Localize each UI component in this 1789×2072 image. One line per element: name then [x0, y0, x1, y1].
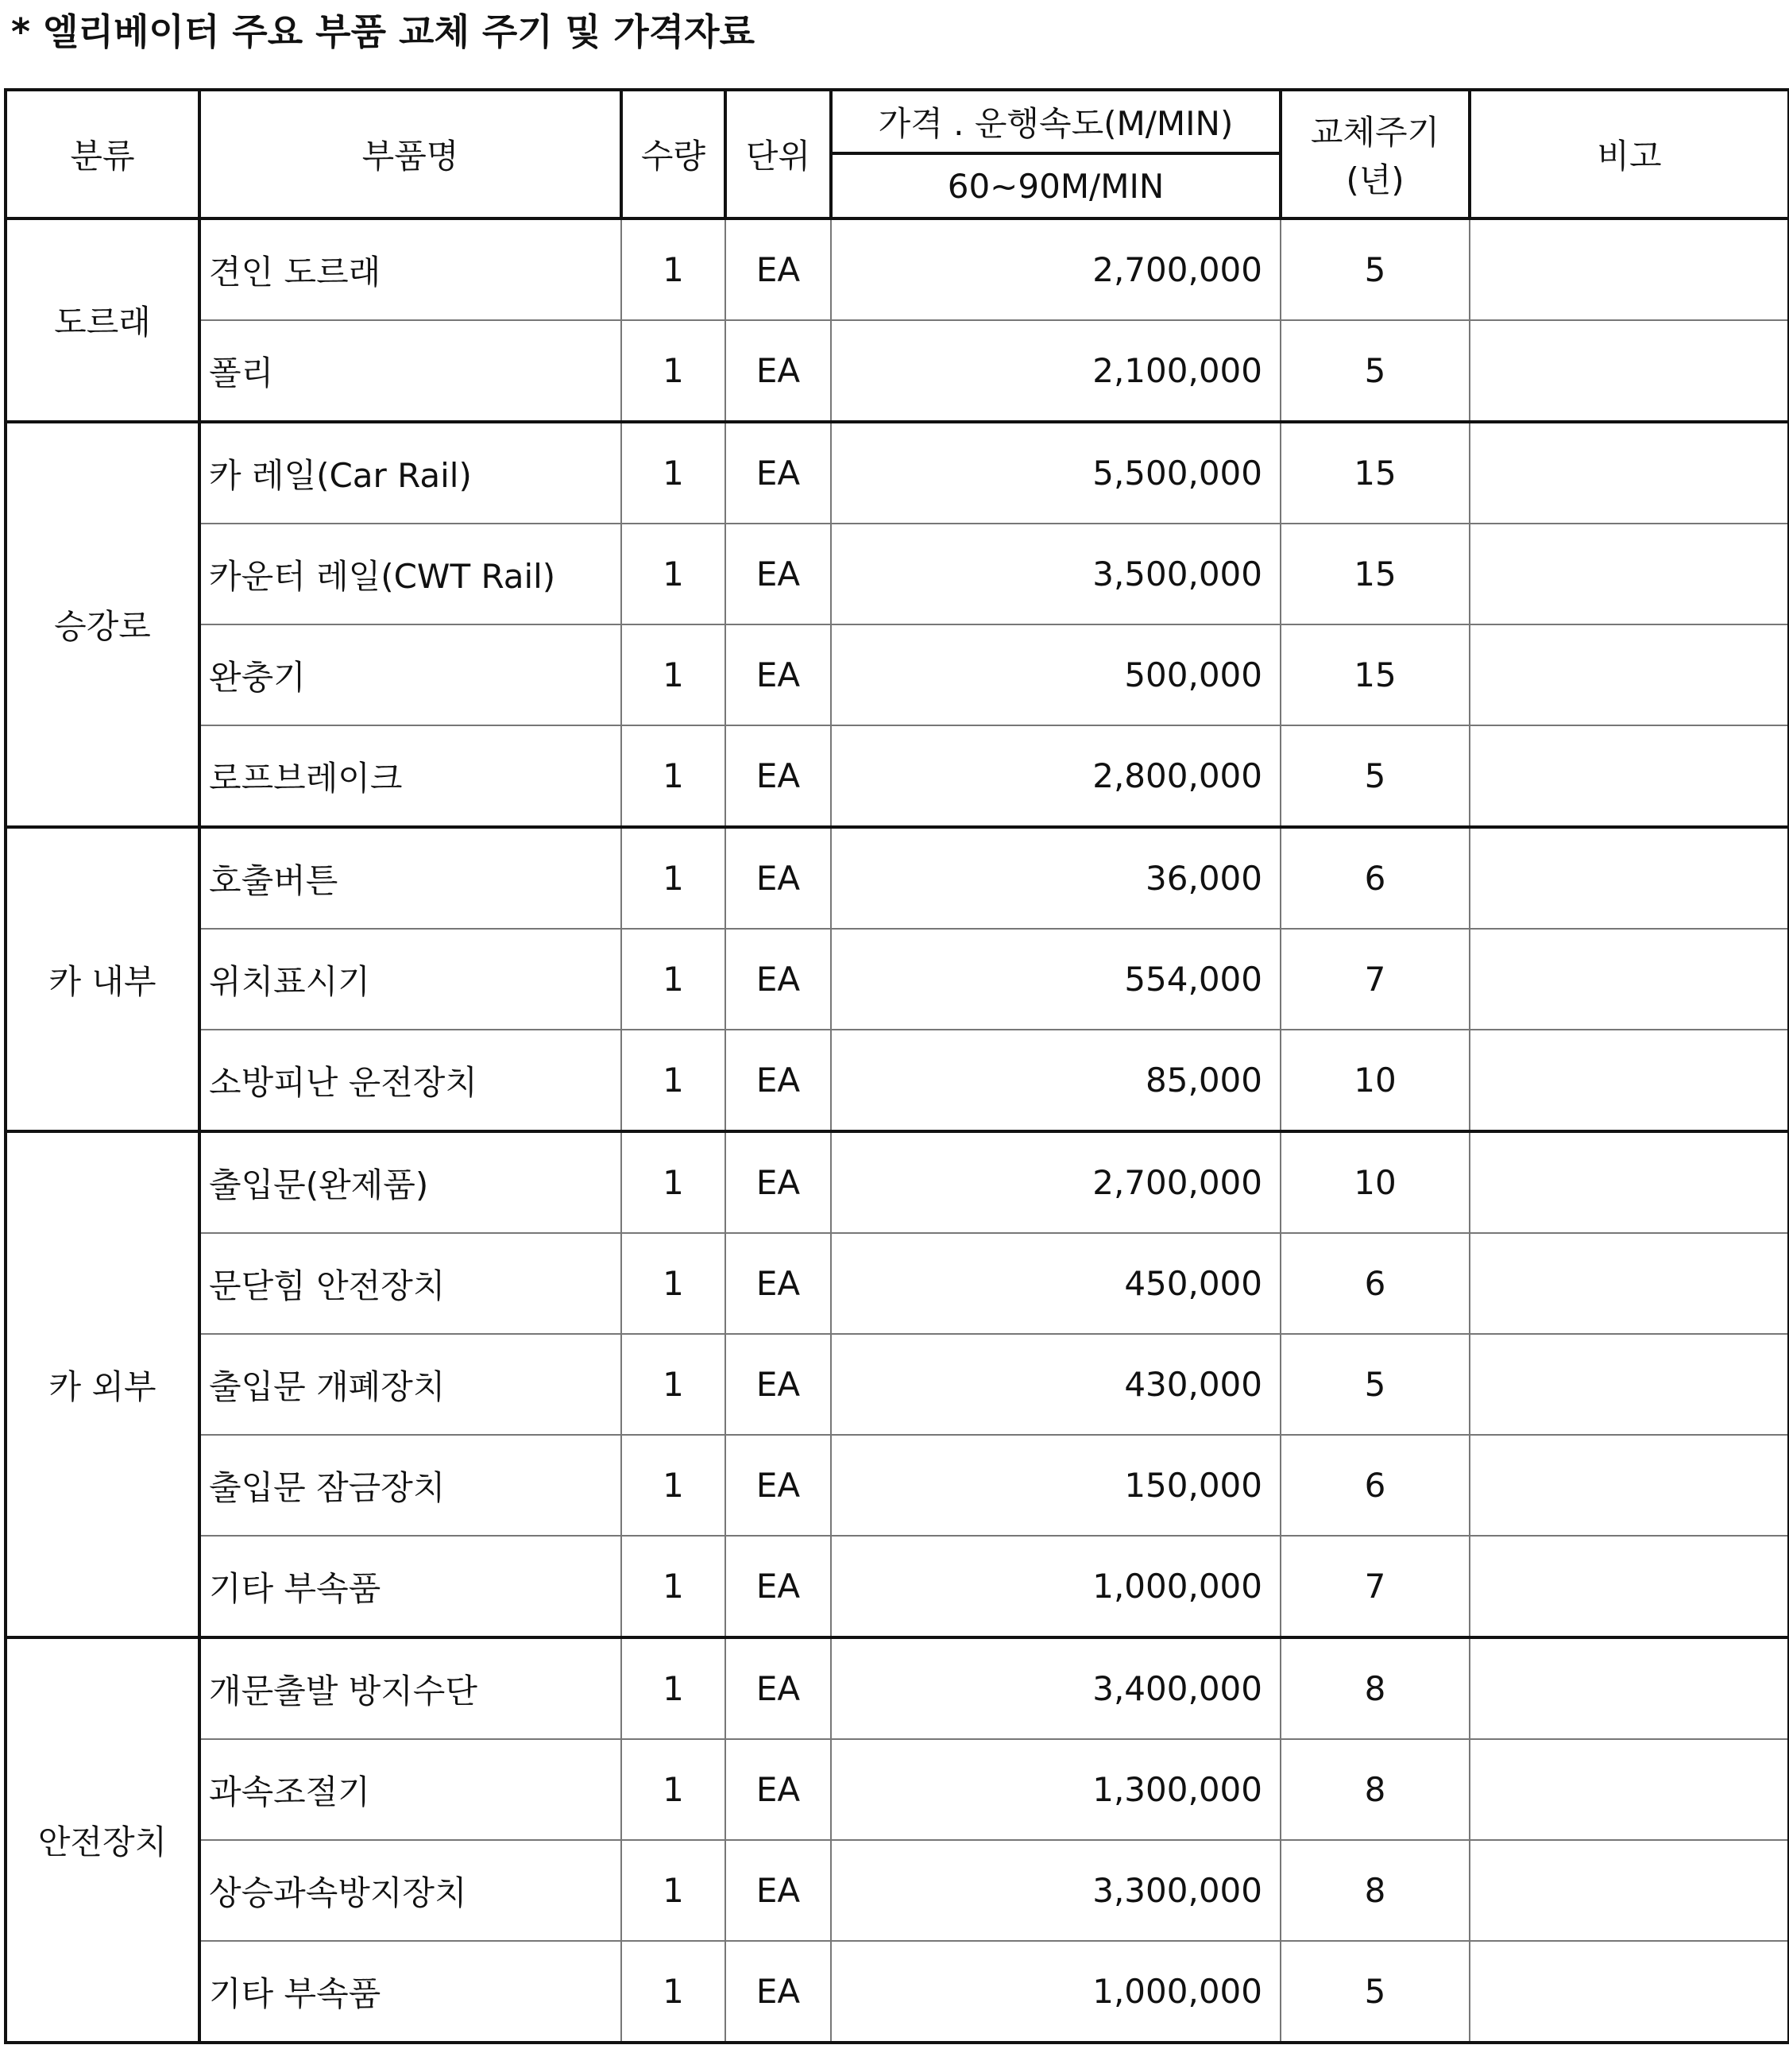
part-name-cell: 출입문 잠금장치 — [199, 1435, 621, 1536]
cycle-cell: 8 — [1281, 1637, 1470, 1739]
cycle-cell: 6 — [1281, 827, 1470, 929]
unit-cell: EA — [725, 218, 831, 320]
remarks-cell — [1470, 422, 1789, 524]
table-row — [6, 1941, 1789, 2043]
remarks-cell — [1470, 1233, 1789, 1334]
header-cycle-line2: (년) — [1346, 160, 1405, 199]
header-category: 분류 — [6, 90, 199, 218]
price-cell: 3,400,000 — [831, 1637, 1281, 1739]
quantity-cell: 1 — [621, 422, 725, 524]
quantity-cell: 1 — [621, 1536, 725, 1637]
remarks-cell — [1470, 320, 1789, 422]
remarks-cell — [1470, 1840, 1789, 1941]
unit-cell: EA — [725, 1233, 831, 1334]
part-name-cell: 로프브레이크 — [199, 725, 621, 827]
header-unit: 단위 — [725, 90, 831, 218]
header-cycle-line1: 교체주기 — [1310, 113, 1440, 152]
part-name-cell: 개문출발 방지수단 — [199, 1637, 621, 1739]
remarks-cell — [1470, 624, 1789, 725]
price-cell: 1,300,000 — [831, 1739, 1281, 1840]
quantity-cell: 1 — [621, 320, 725, 422]
table-row — [6, 422, 1789, 524]
category-cell: 카 내부 — [6, 827, 199, 1131]
header-part-name: 부품명 — [199, 90, 621, 218]
unit-cell: EA — [725, 422, 831, 524]
table-row — [6, 1131, 1789, 1233]
price-cell: 430,000 — [831, 1334, 1281, 1435]
table-row — [6, 1637, 1789, 1739]
parts-table-container — [4, 88, 1789, 2044]
cycle-cell: 8 — [1281, 1739, 1470, 1840]
part-name-cell: 카 레일(Car Rail) — [199, 422, 621, 524]
cycle-cell: 15 — [1281, 524, 1470, 624]
price-cell: 2,100,000 — [831, 320, 1281, 422]
table-row — [6, 1840, 1789, 1941]
cycle-cell: 8 — [1281, 1840, 1470, 1941]
category-cell: 도르래 — [6, 218, 199, 422]
unit-cell: EA — [725, 1739, 831, 1840]
cycle-cell: 5 — [1281, 320, 1470, 422]
table-row — [6, 218, 1789, 320]
header-quantity: 수량 — [621, 90, 725, 218]
part-name-cell: 상승과속방지장치 — [199, 1840, 621, 1941]
part-name-cell: 기타 부속품 — [199, 1536, 621, 1637]
price-cell: 3,300,000 — [831, 1840, 1281, 1941]
cycle-cell: 5 — [1281, 725, 1470, 827]
price-cell: 1,000,000 — [831, 1941, 1281, 2043]
table-row — [6, 524, 1789, 624]
cycle-cell: 5 — [1281, 218, 1470, 320]
category-cell: 카 외부 — [6, 1131, 199, 1637]
quantity-cell: 1 — [621, 827, 725, 929]
table-row — [6, 624, 1789, 725]
price-cell: 150,000 — [831, 1435, 1281, 1536]
unit-cell: EA — [725, 624, 831, 725]
remarks-cell — [1470, 725, 1789, 827]
remarks-cell — [1470, 1941, 1789, 2043]
unit-cell: EA — [725, 1840, 831, 1941]
table-row — [6, 1233, 1789, 1334]
remarks-cell — [1470, 1334, 1789, 1435]
quantity-cell: 1 — [621, 1637, 725, 1739]
quantity-cell: 1 — [621, 1435, 725, 1536]
quantity-cell: 1 — [621, 524, 725, 624]
cycle-cell: 7 — [1281, 929, 1470, 1030]
category-cell: 승강로 — [6, 422, 199, 827]
cycle-cell: 10 — [1281, 1030, 1470, 1131]
part-name-cell: 호출버튼 — [199, 827, 621, 929]
table-header — [6, 90, 1789, 218]
cycle-cell: 10 — [1281, 1131, 1470, 1233]
remarks-cell — [1470, 1637, 1789, 1739]
table-row — [6, 1030, 1789, 1131]
remarks-cell — [1470, 929, 1789, 1030]
remarks-cell — [1470, 1435, 1789, 1536]
part-name-cell: 출입문 개폐장치 — [199, 1334, 621, 1435]
remarks-cell — [1470, 1536, 1789, 1637]
unit-cell: EA — [725, 1941, 831, 2043]
part-name-cell: 과속조절기 — [199, 1739, 621, 1840]
header-speed-range: 60~90M/MIN — [831, 153, 1281, 218]
price-cell: 36,000 — [831, 827, 1281, 929]
category-cell: 안전장치 — [6, 1637, 199, 2043]
remarks-cell — [1470, 827, 1789, 929]
price-cell: 450,000 — [831, 1233, 1281, 1334]
table-row — [6, 320, 1789, 422]
unit-cell: EA — [725, 1637, 831, 1739]
quantity-cell: 1 — [621, 1739, 725, 1840]
cycle-cell: 5 — [1281, 1941, 1470, 2043]
cycle-cell: 5 — [1281, 1334, 1470, 1435]
price-cell: 2,700,000 — [831, 1131, 1281, 1233]
quantity-cell: 1 — [621, 1941, 725, 2043]
table-row — [6, 725, 1789, 827]
unit-cell: EA — [725, 1334, 831, 1435]
part-name-cell: 기타 부속품 — [199, 1941, 621, 2043]
cycle-cell: 7 — [1281, 1536, 1470, 1637]
part-name-cell: 위치표시기 — [199, 929, 621, 1030]
price-cell: 1,000,000 — [831, 1536, 1281, 1637]
price-cell: 85,000 — [831, 1030, 1281, 1131]
quantity-cell: 1 — [621, 1030, 725, 1131]
quantity-cell: 1 — [621, 1233, 725, 1334]
price-cell: 2,700,000 — [831, 218, 1281, 320]
part-name-cell: 출입문(완제품) — [199, 1131, 621, 1233]
table-row — [6, 1739, 1789, 1840]
parts-table — [4, 88, 1789, 2044]
part-name-cell: 문닫힘 안전장치 — [199, 1233, 621, 1334]
quantity-cell: 1 — [621, 1334, 725, 1435]
table-row — [6, 1435, 1789, 1536]
cycle-cell: 15 — [1281, 422, 1470, 524]
unit-cell: EA — [725, 827, 831, 929]
header-remarks: 비고 — [1470, 90, 1789, 218]
price-cell: 3,500,000 — [831, 524, 1281, 624]
price-cell: 554,000 — [831, 929, 1281, 1030]
quantity-cell: 1 — [621, 929, 725, 1030]
document-title: * 엘리베이터 주요 부품 교체 주기 및 가격자료 — [11, 10, 755, 53]
header-price-speed: 가격 . 운행속도(M/MIN) — [831, 90, 1281, 153]
unit-cell: EA — [725, 524, 831, 624]
quantity-cell: 1 — [621, 1131, 725, 1233]
table-row — [6, 827, 1789, 929]
unit-cell: EA — [725, 1131, 831, 1233]
remarks-cell — [1470, 1131, 1789, 1233]
remarks-cell — [1470, 218, 1789, 320]
table-row — [6, 1536, 1789, 1637]
remarks-cell — [1470, 1739, 1789, 1840]
remarks-cell — [1470, 524, 1789, 624]
quantity-cell: 1 — [621, 624, 725, 725]
cycle-cell: 6 — [1281, 1435, 1470, 1536]
quantity-cell: 1 — [621, 218, 725, 320]
unit-cell: EA — [725, 1030, 831, 1131]
part-name-cell: 소방피난 운전장치 — [199, 1030, 621, 1131]
cycle-cell: 15 — [1281, 624, 1470, 725]
unit-cell: EA — [725, 320, 831, 422]
quantity-cell: 1 — [621, 1840, 725, 1941]
part-name-cell: 폴리 — [199, 320, 621, 422]
table-row — [6, 1334, 1789, 1435]
table-row — [6, 929, 1789, 1030]
unit-cell: EA — [725, 1435, 831, 1536]
cycle-cell: 6 — [1281, 1233, 1470, 1334]
table-body — [6, 218, 1789, 2043]
unit-cell: EA — [725, 725, 831, 827]
price-cell: 5,500,000 — [831, 422, 1281, 524]
quantity-cell: 1 — [621, 725, 725, 827]
header-replacement-cycle — [1281, 90, 1470, 218]
remarks-cell — [1470, 1030, 1789, 1131]
part-name-cell: 카운터 레일(CWT Rail) — [199, 524, 621, 624]
unit-cell: EA — [725, 1536, 831, 1637]
part-name-cell: 완충기 — [199, 624, 621, 725]
price-cell: 500,000 — [831, 624, 1281, 725]
part-name-cell: 견인 도르래 — [199, 218, 621, 320]
unit-cell: EA — [725, 929, 831, 1030]
price-cell: 2,800,000 — [831, 725, 1281, 827]
